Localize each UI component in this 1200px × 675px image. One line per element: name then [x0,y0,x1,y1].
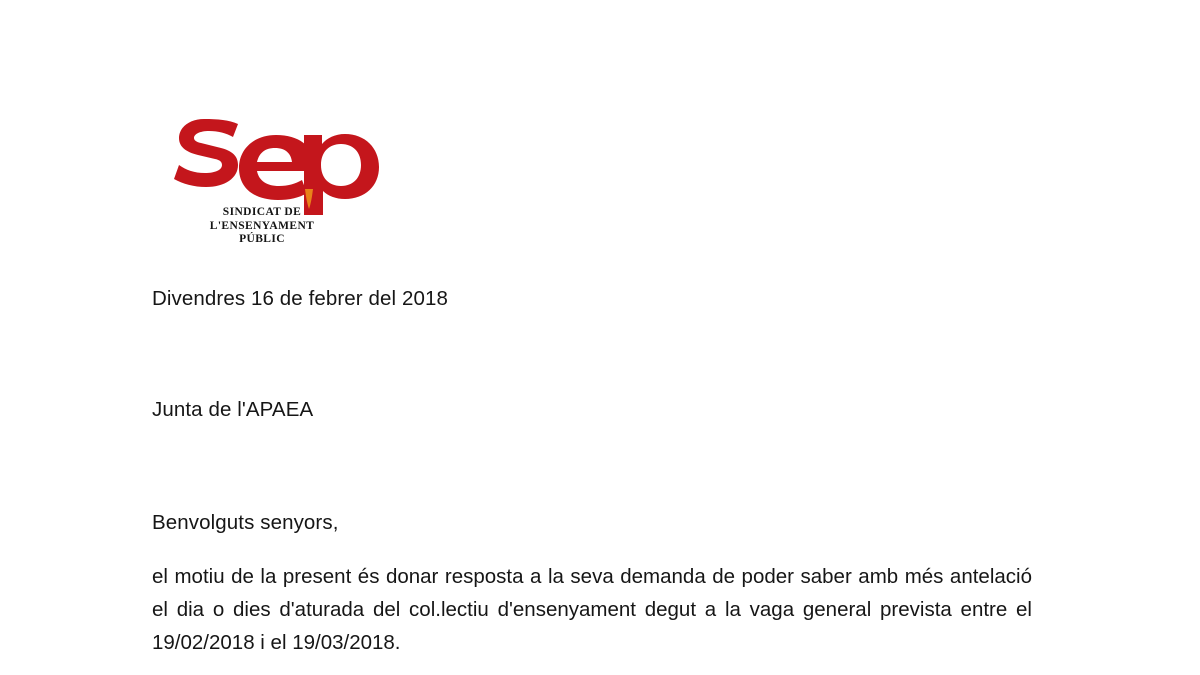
logo-subtitle-line1: SINDICAT DE [222,206,302,218]
organization-logo [172,105,382,255]
letter-paragraph: el motiu de la present és donar resposta a la seva demanda de poder saber amb més antelació el dia o dies d'aturada del col.lectiu d'ensenyament degut a la vaga general prevista entre el 19/02/2018 i el 19/03/2018. [152,565,1032,654]
letter-body [152,283,1042,659]
logo-subtitle-line3: PÚBLIC [239,233,285,245]
sep-logo-icon [172,105,382,215]
logo-subtitle [182,206,342,247]
letter-recipient: Junta de l'APAEA [152,398,314,421]
logo-subtitle-line2: L'ENSENYAMENT [209,219,315,232]
letter-greeting: Benvolguts senyors, [152,511,339,534]
letter-date: Divendres 16 de febrer del 2018 [152,287,448,310]
